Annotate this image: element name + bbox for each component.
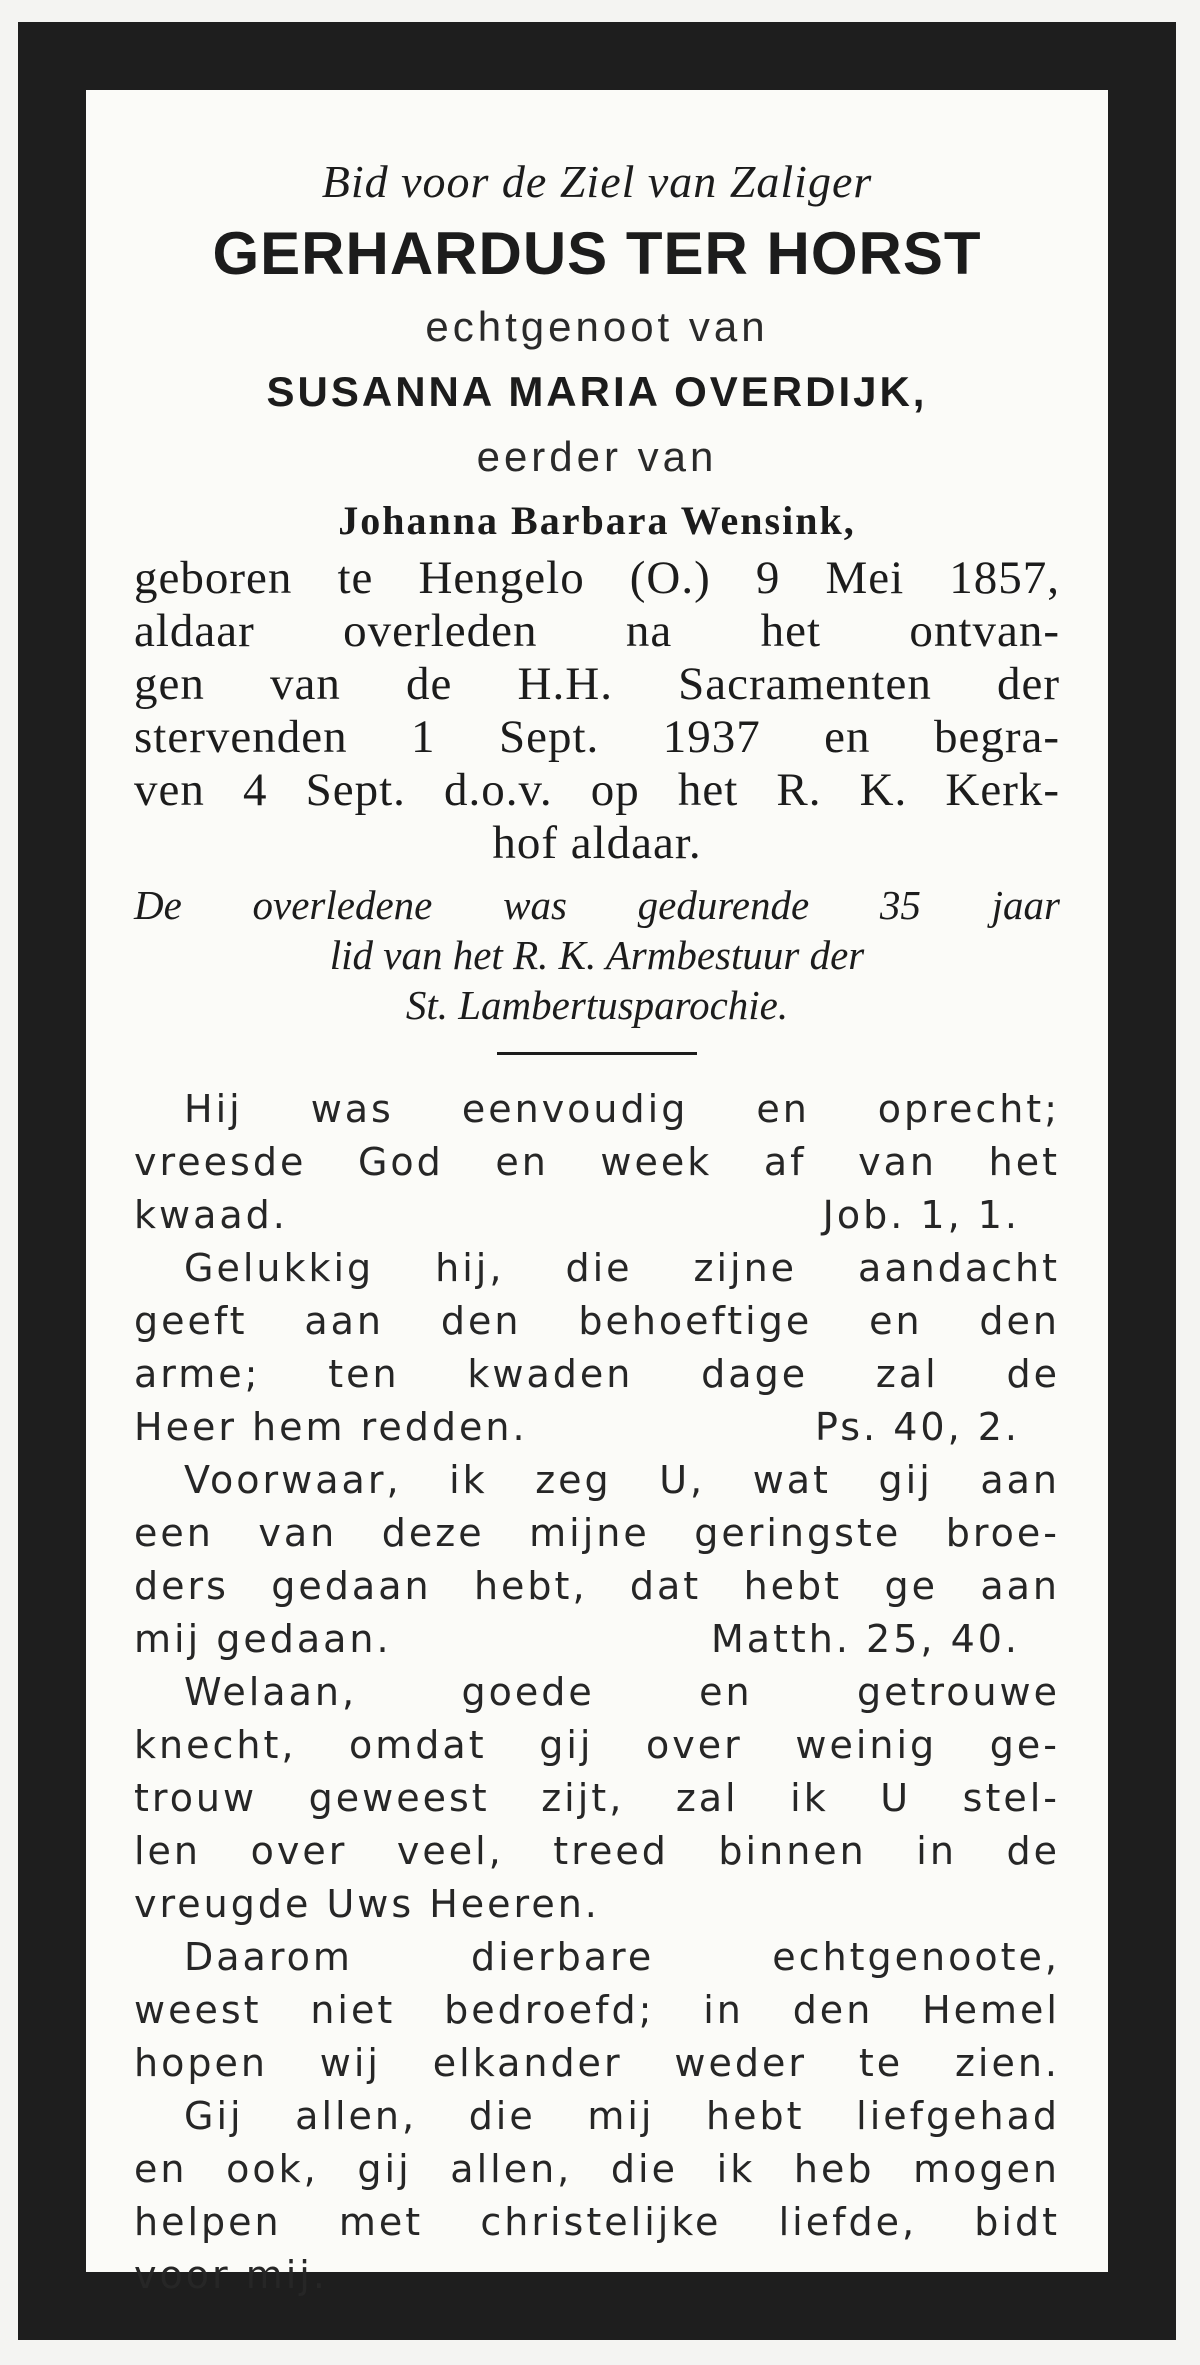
verse-line: weest niet bedroefd; in den Hemel (134, 1988, 1060, 2032)
verse-line: helpen met christelijke liefde, bidt (134, 2200, 1060, 2244)
card-body (86, 90, 1108, 2297)
bio-line: stervenden 1 Sept. 1937 en begra- (134, 711, 1060, 763)
scripture-verses (134, 1083, 1060, 2302)
previously-label: eerder van (476, 433, 718, 480)
note-line: St. Lambertusparochie. (405, 982, 789, 1028)
first-spouse-name: Johanna Barbara Wensink, (338, 498, 856, 543)
verse-reference-row (134, 1401, 1060, 1454)
verse-line: Welaan, goede en getrouwe (184, 1670, 1060, 1714)
verse-line: vreugde Uws Heeren. (134, 1882, 600, 1926)
divider-rule (497, 1052, 697, 1055)
verse-line: Gij allen, die mij hebt liefgehad (184, 2094, 1060, 2138)
verse-line: geeft aan den behoeftige en den (134, 1299, 1060, 1343)
verse-reference-row (134, 1613, 1060, 1666)
note-line: De overledene was gedurende 35 jaar (134, 882, 1060, 928)
verse-line: len over veel, treed binnen in de (134, 1829, 1060, 1873)
verse-line: trouw geweest zijt, zal ik U stel- (134, 1776, 1060, 1820)
verse-reference: Matth. 25, 40. (710, 1617, 1020, 1661)
verse-line: Hij was eenvoudig en oprecht; (184, 1087, 1060, 1131)
bio-line: aldaar overleden na het ontvan- (134, 605, 1060, 657)
verse-line: en ook, gij allen, die ik heb mogen (134, 2147, 1060, 2191)
verse-reference: Ps. 40, 2. (815, 1405, 1020, 1449)
verse-line: ders gedaan hebt, dat hebt ge aan (134, 1564, 1060, 1608)
verse-line: Voorwaar, ik zeg U, wat gij aan (184, 1458, 1060, 1502)
verse-reference-row (134, 1189, 1060, 1242)
verse-line: Heer hem redden. (134, 1405, 528, 1449)
verse-line: Gelukkig hij, die zijne aandacht (184, 1246, 1060, 1290)
membership-note (134, 880, 1060, 1030)
header-block (134, 150, 1060, 552)
verse-line: kwaad. (134, 1193, 288, 1237)
verse-reference: Job. 1, 1. (822, 1193, 1020, 1237)
prayer-heading: Bid voor de Ziel van Zaliger (321, 156, 873, 207)
biography (134, 552, 1060, 870)
spouse-of-label: echtgenoot van (425, 303, 769, 350)
deceased-name: GERHARDUS TER HORST (212, 220, 982, 287)
verse-line: een van deze mijne geringste broe- (134, 1511, 1060, 1555)
verse-line: Daarom dierbare echtgenoote, (184, 1935, 1060, 1979)
verse-line: knecht, omdat gij over weinig ge- (134, 1723, 1060, 1767)
bio-line: gen van de H.H. Sacramenten der (134, 658, 1060, 710)
bio-line: ven 4 Sept. d.o.v. op het R. K. Kerk- (134, 764, 1060, 816)
verse-line: arme; ten kwaden dage zal de (134, 1352, 1060, 1396)
bio-line: geboren te Hengelo (O.) 9 Mei 1857, (134, 552, 1060, 604)
note-line: lid van het R. K. Armbestuur der (329, 932, 865, 978)
bio-line: hof aldaar. (492, 817, 702, 869)
verse-line: hopen wij elkander weder te zien. (134, 2041, 1060, 2085)
spouse-name: SUSANNA MARIA OVERDIJK, (266, 368, 928, 415)
verse-line: vreesde God en week af van het (134, 1140, 1060, 1184)
mourning-card-border (18, 22, 1176, 2340)
verse-line: mij gedaan. (134, 1617, 392, 1661)
verse-line: voor mij. (134, 2253, 328, 2297)
